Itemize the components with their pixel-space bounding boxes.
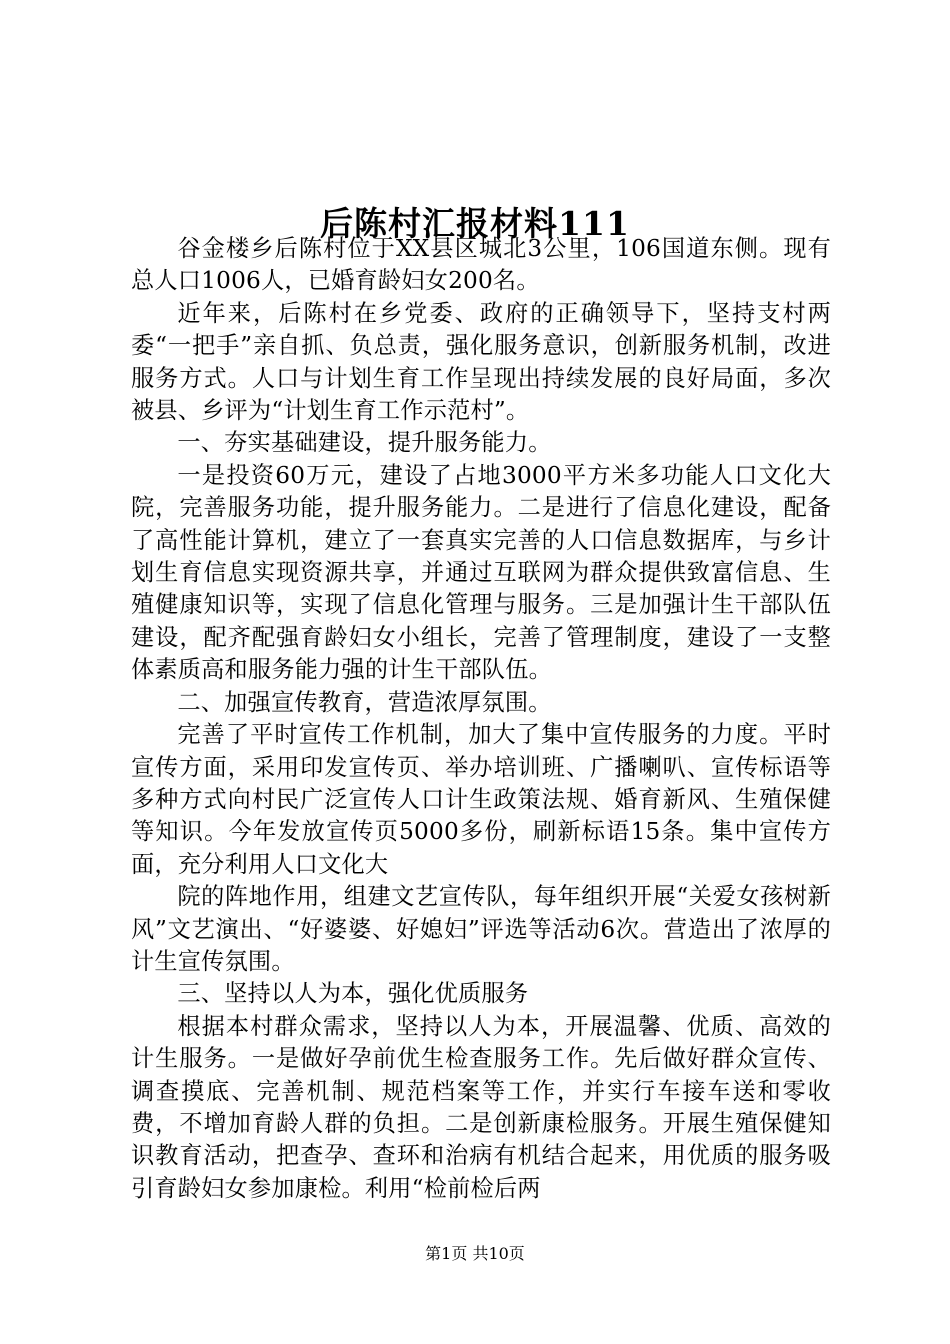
section-heading-1: 一、夯实基础建设，提升服务能力。 (177, 429, 552, 457)
paragraph-section-1: 一是投资60万元，建设了占地3000平方米多功能人口文化大院，完善服务功能，提升服务能力。二是进行了信息化建设，配备了高性能计算机，建立了一套真实完善的人口信息数据库，与乡计划生育信息实现资源共享，并通过互联网为群众提供致富信息、生殖健康知识等，实现了信息化管理与服务。三是加强计生干部队伍建设，配齐配强育龄妇女小组长，完善了管理制度，建设了一支整体素质高和服务能力强的计生干部队伍。 (131, 461, 831, 684)
paragraph-section-2b: 院的阵地作用，组建文艺宣传队，每年组织开展“关爱女孩树新风”文艺演出、“好婆婆、好媳妇”评选等活动6次。营造出了浓厚的计生宣传氛围。 (131, 883, 831, 975)
section-heading-2: 二、加强宣传教育，营造浓厚氛围。 (177, 688, 552, 716)
document-title: 后陈村汇报材料111 (320, 204, 630, 244)
paragraph-intro: 谷金楼乡后陈村位于XX县区城北3公里，106国道东侧。现有总人口1006人，已婚育龄妇女200名。 (131, 235, 831, 295)
paragraph-section-2a: 完善了平时宣传工作机制，加大了集中宣传服务的力度。平时宣传方面，采用印发宣传页、举办培训班、广播喇叭、宣传标语等多种方式向村民广泛宣传人口计生政策法规、婚育新风、生殖保健等知识。今年发放宣传页5000多份，刷新标语15条。集中宣传方面，充分利用人口文化大 (131, 721, 831, 878)
section-heading-3: 三、坚持以人为本，强化优质服务 (177, 980, 529, 1008)
paragraph-overview: 近年来，后陈村在乡党委、政府的正确领导下，坚持支村两委“一把手”亲自抓、负总责，强化服务意识，创新服务机制，改进服务方式。人口与计划生育工作呈现出持续发展的良好局面，多次被县、乡评为“计划生育工作示范村”。 (131, 299, 831, 425)
paragraph-section-3: 根据本村群众需求，坚持以人为本，开展温馨、优质、高效的计生服务。一是做好孕前优生检查服务工作。先后做好群众宣传、调查摸底、完善机制、规范档案等工作，并实行车接车送和零收费，不增加育龄人群的负担。二是创新康检服务。开展生殖保健知识教育活动，把查孕、查环和治病有机结合起来，用优质的服务吸引育龄妇女参加康检。利用“检前检后两 (131, 1012, 831, 1202)
document-body (131, 233, 831, 1205)
page-footer: 第1页 共10页 (425, 1244, 525, 1263)
